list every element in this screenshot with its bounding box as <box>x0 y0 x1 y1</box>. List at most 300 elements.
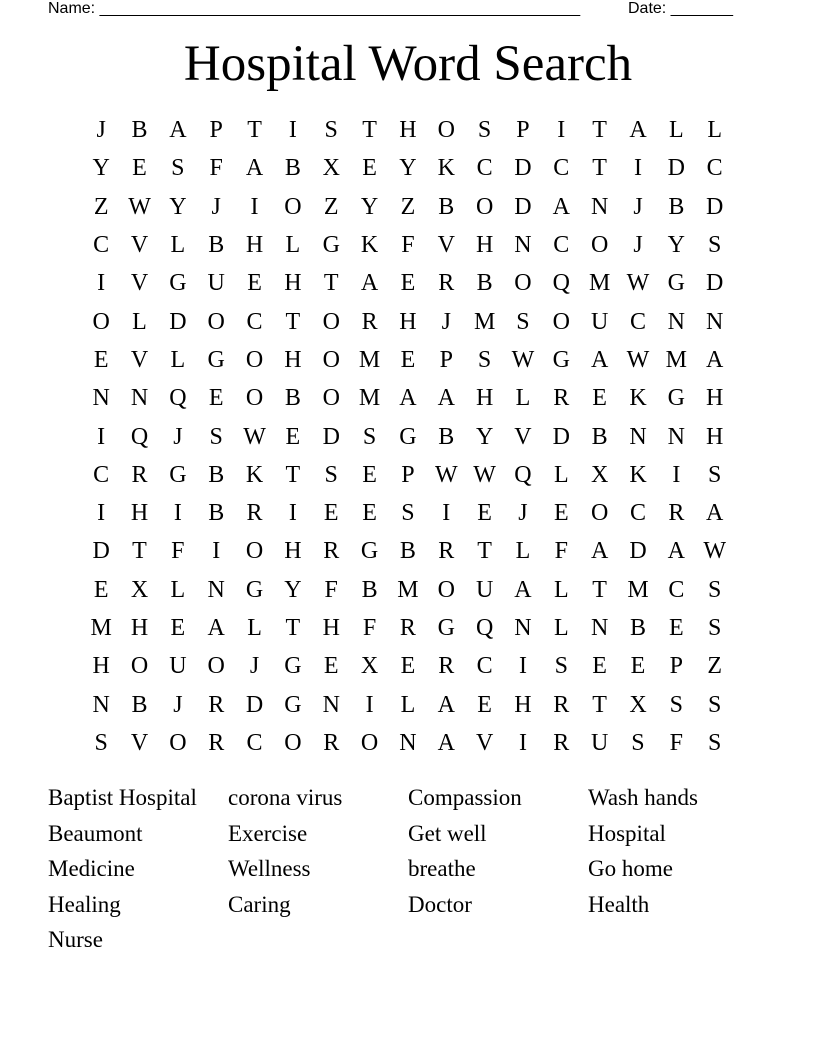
grid-letter: C <box>476 155 493 182</box>
grid-letter: Y <box>667 232 685 259</box>
grid-letter: J <box>173 423 183 450</box>
grid-letter: J <box>211 193 221 220</box>
grid-letter: N <box>92 385 110 412</box>
grid-letter: R <box>668 500 685 527</box>
grid-letter: K <box>437 155 455 182</box>
grid-letter: D <box>667 155 685 182</box>
grid-letter: E <box>592 653 607 680</box>
grid-letter: T <box>285 461 301 488</box>
grid-letter: I <box>557 117 566 144</box>
grid-letter: G <box>437 615 455 641</box>
grid-letter: I <box>672 461 681 488</box>
grid-letter: S <box>324 461 338 488</box>
word-list-item: Wellness <box>228 856 311 881</box>
grid-row <box>82 571 734 609</box>
grid-letter: O <box>590 500 609 527</box>
grid-letter: E <box>132 155 147 182</box>
grid-letter: G <box>399 423 417 450</box>
word-list-item: Go home <box>588 856 673 881</box>
grid-letter: S <box>516 308 530 335</box>
grid-letter: B <box>438 423 455 450</box>
grid-letter: C <box>629 308 646 335</box>
grid-letter: B <box>284 155 301 182</box>
grid-letter: W <box>128 193 151 220</box>
grid-row <box>82 302 734 340</box>
grid-letter: L <box>247 615 262 641</box>
grid-row <box>82 341 734 379</box>
grid-letter: S <box>554 653 568 680</box>
grid-letter: A <box>399 385 417 412</box>
grid-letter: U <box>169 653 187 680</box>
grid-letter: H <box>284 346 302 373</box>
grid-letter: H <box>284 270 302 297</box>
grid-letter: R <box>438 538 455 565</box>
grid-letter: D <box>706 193 724 220</box>
grid-letter: N <box>130 385 149 412</box>
grid-letter: I <box>250 193 259 220</box>
grid-letter: N <box>590 615 609 641</box>
grid-letter: O <box>284 729 302 756</box>
grid-letter: N <box>667 423 685 450</box>
grid-letter: E <box>400 346 416 373</box>
grid-letter: A <box>245 155 264 182</box>
grid-letter: D <box>514 155 532 182</box>
grid-letter: C <box>553 155 570 182</box>
grid-letter: H <box>706 385 724 412</box>
grid-letter: J <box>633 193 643 220</box>
grid-letter: C <box>246 729 263 756</box>
grid-letter: L <box>285 232 301 259</box>
grid-letter: E <box>400 653 416 680</box>
grid-letter: H <box>284 538 302 565</box>
grid-letter: H <box>475 232 494 259</box>
grid-letter: E <box>285 423 301 450</box>
grid-letter: E <box>668 615 684 641</box>
grid-row <box>82 532 734 570</box>
grid-letter: Q <box>130 423 149 450</box>
grid-letter: E <box>208 385 224 412</box>
grid-letter: K <box>629 385 647 412</box>
grid-row <box>82 149 734 187</box>
grid-letter: I <box>442 500 451 527</box>
grid-letter: E <box>400 270 416 297</box>
grid-letter: G <box>284 653 302 680</box>
grid-letter: S <box>707 232 722 259</box>
grid-letter: Q <box>169 385 187 412</box>
grid-letter: A <box>706 346 724 373</box>
grid-letter: R <box>399 615 416 641</box>
grid-letter: R <box>553 691 570 718</box>
grid-letter: B <box>208 500 225 527</box>
grid-row <box>82 417 734 455</box>
grid-letter: N <box>629 423 647 450</box>
grid-letter: B <box>438 193 455 220</box>
grid-letter: V <box>475 729 494 756</box>
grid-letter: L <box>170 232 186 259</box>
word-list-item: Doctor <box>408 891 472 917</box>
grid-letter: W <box>626 346 650 373</box>
word-list-item: Nurse <box>48 927 103 952</box>
grid-letter: L <box>515 538 531 565</box>
grid-letter: E <box>477 691 492 718</box>
grid-letter: H <box>245 232 264 259</box>
grid-letter: M <box>588 270 611 297</box>
word-list-item: breathe <box>408 856 476 881</box>
grid-letter: D <box>245 691 264 718</box>
grid-row <box>82 494 734 532</box>
word-list-item: Health <box>588 891 650 917</box>
grid-letter: L <box>400 691 416 718</box>
grid-letter: E <box>170 615 186 641</box>
grid-letter: C <box>668 576 685 603</box>
grid-letter: T <box>592 117 607 144</box>
grid-letter: R <box>246 500 263 527</box>
grid-letter: B <box>668 193 685 220</box>
grid-letter: F <box>401 232 415 259</box>
grid-letter: F <box>324 576 338 603</box>
grid-letter: B <box>629 615 646 641</box>
grid-letter: E <box>93 346 109 373</box>
grid-letter: O <box>245 346 264 373</box>
grid-letter: D <box>169 308 187 335</box>
grid-letter: D <box>706 270 724 297</box>
grid-letter: A <box>706 500 724 527</box>
grid-letter: J <box>441 308 451 335</box>
grid-letter: S <box>171 155 185 182</box>
word-list-item: Exercise <box>228 820 308 846</box>
grid-letter: H <box>475 385 494 412</box>
grid-letter: L <box>707 117 722 144</box>
grid-letter: O <box>322 385 340 412</box>
grid-letter: J <box>633 232 643 259</box>
grid-letter: P <box>439 346 453 373</box>
grid-letter: S <box>94 729 108 756</box>
grid-letter: S <box>707 615 722 641</box>
grid-row <box>82 111 734 149</box>
grid-letter: V <box>130 232 149 259</box>
grid-letter: S <box>631 729 645 756</box>
grid-letter: R <box>438 653 455 680</box>
grid-letter: M <box>627 576 649 603</box>
grid-letter: C <box>629 500 646 527</box>
grid-row <box>82 226 734 264</box>
grid-letter: M <box>397 576 419 603</box>
grid-letter: A <box>360 270 379 297</box>
grid-letter: U <box>475 576 494 603</box>
grid-letter: D <box>322 423 340 450</box>
grid-letter: E <box>477 500 492 527</box>
grid-letter: M <box>665 346 687 373</box>
grid-letter: T <box>362 117 377 144</box>
grid-letter: S <box>362 423 377 450</box>
grid-letter: G <box>207 346 225 373</box>
grid-letter: R <box>208 691 225 718</box>
grid-letter: V <box>130 346 149 373</box>
word-list-item: Baptist Hospital <box>48 785 197 810</box>
grid-letter: G <box>667 270 685 297</box>
grid-letter: B <box>476 270 493 297</box>
grid-letter: N <box>667 308 685 335</box>
grid-letter: H <box>399 117 417 144</box>
grid-letter: F <box>209 155 223 182</box>
date-field-label: Date: _______ <box>628 0 733 17</box>
grid-row <box>82 647 734 685</box>
grid-letter: P <box>669 653 683 680</box>
grid-letter: Y <box>399 155 417 182</box>
letter-grid <box>82 111 734 762</box>
grid-letter: O <box>322 346 340 373</box>
grid-letter: N <box>706 308 724 335</box>
grid-letter: R <box>323 729 340 756</box>
grid-letter: S <box>477 117 492 144</box>
grid-letter: F <box>171 538 185 565</box>
grid-letter: G <box>284 691 302 718</box>
grid-letter: U <box>590 729 609 756</box>
grid-letter: B <box>399 538 416 565</box>
grid-letter: E <box>553 500 569 527</box>
word-list-item: corona virus <box>228 785 343 810</box>
grid-letter: A <box>437 385 455 412</box>
grid-letter: R <box>208 729 225 756</box>
grid-letter: Z <box>400 193 416 220</box>
grid-letter: K <box>629 461 647 488</box>
grid-letter: H <box>130 615 149 641</box>
grid-letter: E <box>323 500 339 527</box>
grid-letter: Z <box>707 653 722 680</box>
grid-letter: O <box>360 729 379 756</box>
grid-letter: S <box>669 691 683 718</box>
word-list-item: Get well <box>408 820 487 846</box>
grid-letter: N <box>207 576 225 603</box>
grid-letter: N <box>590 193 609 220</box>
grid-letter: L <box>553 461 569 488</box>
grid-letter: I <box>518 653 527 680</box>
grid-row <box>82 685 734 723</box>
grid-letter: A <box>590 538 609 565</box>
grid-letter: T <box>592 155 607 182</box>
grid-row <box>82 609 734 647</box>
grid-letter: O <box>322 308 340 335</box>
grid-letter: W <box>473 461 496 488</box>
grid-letter: V <box>130 270 149 297</box>
grid-letter: Y <box>169 193 187 220</box>
grid-letter: L <box>170 346 186 373</box>
grid-letter: B <box>361 576 378 603</box>
grid-letter: B <box>208 232 225 259</box>
grid-letter: K <box>245 461 264 488</box>
grid-letter: S <box>707 691 722 718</box>
grid-letter: T <box>477 538 492 565</box>
grid-letter: W <box>703 538 726 565</box>
grid-letter: L <box>668 117 684 144</box>
word-list-item: Wash hands <box>588 785 698 810</box>
grid-letter: O <box>207 653 225 680</box>
grid-row <box>82 724 734 762</box>
grid-letter: J <box>96 117 106 144</box>
word-list <box>48 780 768 958</box>
grid-letter: A <box>667 538 685 565</box>
grid-letter: R <box>323 538 340 565</box>
grid-letter: I <box>365 691 374 718</box>
grid-letter: M <box>90 615 112 641</box>
grid-letter: I <box>97 500 106 527</box>
grid-letter: T <box>323 270 339 297</box>
grid-letter: A <box>590 346 609 373</box>
grid-letter: Q <box>552 270 570 297</box>
grid-letter: Y <box>475 423 494 450</box>
page-title: Hospital Word Search <box>183 36 633 92</box>
grid-letter: E <box>362 155 377 182</box>
grid-letter: G <box>360 538 379 565</box>
grid-letter: G <box>169 270 187 297</box>
grid-letter: A <box>437 691 455 718</box>
grid-letter: G <box>169 461 187 488</box>
grid-letter: P <box>516 117 530 144</box>
grid-letter: L <box>170 576 186 603</box>
grid-letter: I <box>633 155 642 182</box>
grid-letter: S <box>707 576 722 603</box>
word-list-item: Hospital <box>588 820 666 846</box>
grid-letter: W <box>511 346 535 373</box>
grid-letter: O <box>169 729 187 756</box>
grid-letter: T <box>285 308 301 335</box>
grid-letter: O <box>284 193 302 220</box>
grid-letter: L <box>553 576 569 603</box>
grid-letter: O <box>245 538 264 565</box>
grid-letter: I <box>97 423 106 450</box>
grid-letter: A <box>514 576 532 603</box>
name-field-label: Name: ______________________________________________________ <box>48 0 581 17</box>
word-list-item: Healing <box>48 891 121 917</box>
grid-letter: N <box>322 691 340 718</box>
grid-letter: O <box>92 308 110 335</box>
grid-letter: X <box>130 576 149 603</box>
grid-letter: B <box>284 385 301 412</box>
grid-letter: G <box>322 232 340 259</box>
grid-letter: G <box>245 576 264 603</box>
grid-letter: E <box>362 500 377 527</box>
grid-letter: L <box>515 385 531 412</box>
grid-letter: C <box>553 232 570 259</box>
grid-letter: E <box>247 270 262 297</box>
grid-letter: S <box>707 461 722 488</box>
grid-letter: E <box>93 576 109 603</box>
grid-letter: B <box>208 461 225 488</box>
grid-letter: X <box>360 653 379 680</box>
grid-letter: C <box>706 155 723 182</box>
grid-letter: O <box>552 308 570 335</box>
grid-letter: O <box>475 193 494 220</box>
grid-letter: Z <box>93 193 109 220</box>
grid-letter: T <box>132 538 147 565</box>
header-line <box>48 0 748 20</box>
grid-letter: Z <box>323 193 339 220</box>
grid-letter: X <box>629 691 647 718</box>
grid-letter: T <box>592 576 607 603</box>
grid-letter: B <box>131 117 148 144</box>
grid-letter: P <box>209 117 223 144</box>
grid-letter: A <box>169 117 187 144</box>
grid-letter: S <box>477 346 492 373</box>
grid-letter: V <box>514 423 532 450</box>
grid-row <box>82 379 734 417</box>
grid-letter: J <box>173 691 183 718</box>
grid-letter: E <box>323 653 339 680</box>
grid-letter: S <box>324 117 338 144</box>
grid-letter: N <box>514 615 532 641</box>
grid-letter: Q <box>475 615 494 641</box>
grid-letter: D <box>629 538 647 565</box>
grid-row <box>82 264 734 302</box>
grid-letter: O <box>245 385 264 412</box>
grid-letter: M <box>358 385 381 412</box>
grid-letter: R <box>553 385 570 412</box>
grid-letter: V <box>437 232 455 259</box>
grid-letter: O <box>514 270 532 297</box>
grid-letter: I <box>212 538 221 565</box>
grid-letter: O <box>207 308 225 335</box>
grid-letter: A <box>629 117 647 144</box>
grid-letter: U <box>207 270 225 297</box>
grid-letter: Y <box>92 155 110 182</box>
grid-letter: J <box>249 653 260 680</box>
grid-letter: W <box>243 423 266 450</box>
grid-letter: W <box>434 461 458 488</box>
grid-letter: F <box>362 615 377 641</box>
grid-letter: A <box>552 193 570 220</box>
grid-letter: S <box>401 500 415 527</box>
grid-letter: M <box>473 308 496 335</box>
grid-letter: C <box>93 232 110 259</box>
grid-letter: I <box>288 500 297 527</box>
grid-letter: O <box>437 576 455 603</box>
grid-letter: D <box>92 538 110 565</box>
grid-letter: X <box>322 155 340 182</box>
grid-letter: H <box>514 691 532 718</box>
grid-letter: I <box>173 500 182 527</box>
grid-letter: D <box>514 193 532 220</box>
grid-letter: A <box>207 615 225 641</box>
grid-letter: R <box>131 461 148 488</box>
grid-letter: F <box>554 538 568 565</box>
grid-letter: I <box>288 117 297 144</box>
word-list-item: Medicine <box>48 856 135 881</box>
grid-letter: A <box>437 729 455 756</box>
grid-letter: L <box>132 308 147 335</box>
grid-letter: S <box>209 423 223 450</box>
word-list-item: Caring <box>228 891 291 917</box>
grid-letter: G <box>667 385 685 412</box>
grid-letter: R <box>438 270 455 297</box>
grid-letter: W <box>626 270 650 297</box>
grid-letter: O <box>437 117 455 144</box>
grid-row <box>82 456 734 494</box>
grid-letter: S <box>707 729 722 756</box>
grid-letter: E <box>592 385 607 412</box>
grid-letter: X <box>590 461 609 488</box>
grid-letter: H <box>706 423 724 450</box>
grid-letter: Q <box>514 461 532 488</box>
grid-letter: B <box>591 423 608 450</box>
grid-letter: N <box>514 232 532 259</box>
grid-letter: H <box>322 615 340 641</box>
word-list-item: Beaumont <box>48 820 143 846</box>
grid-letter: E <box>362 461 377 488</box>
grid-letter: C <box>476 653 493 680</box>
grid-letter: J <box>518 500 528 527</box>
grid-letter: C <box>246 308 263 335</box>
grid-letter: Y <box>284 576 302 603</box>
